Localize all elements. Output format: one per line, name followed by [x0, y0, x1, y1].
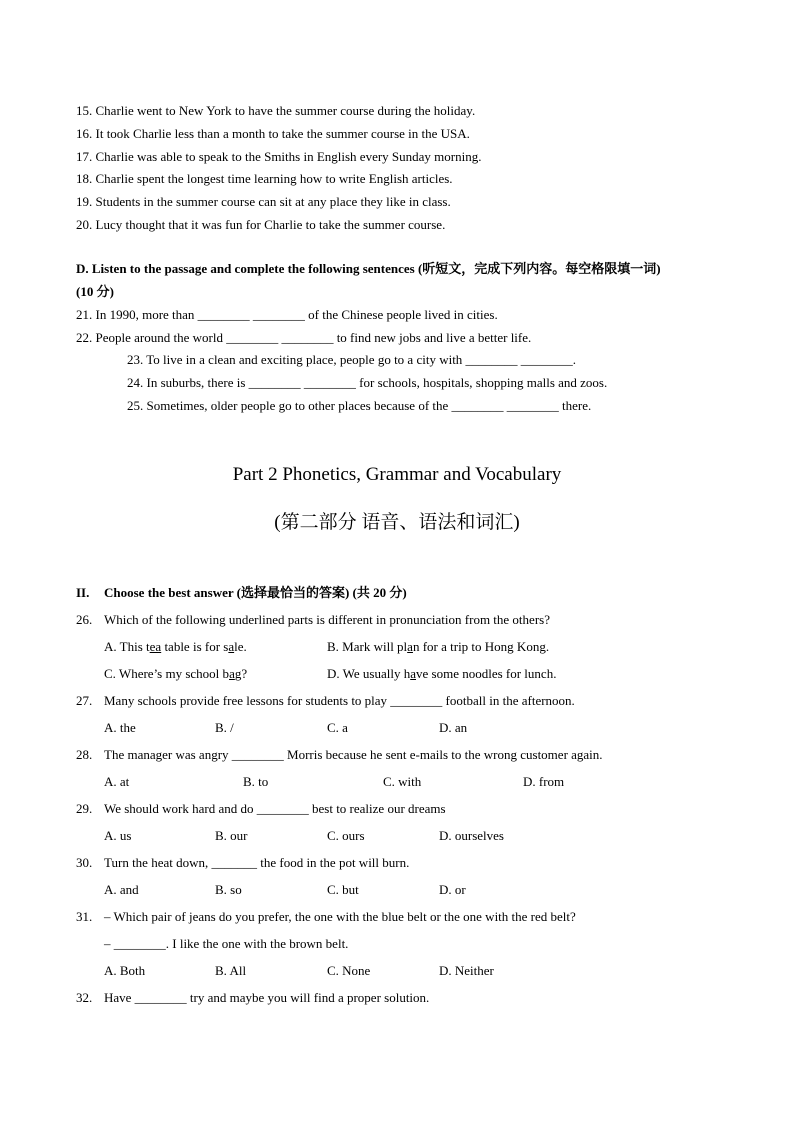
option-text: n for a trip to Hong Kong. — [412, 639, 550, 654]
option-c: C. None — [327, 963, 371, 978]
underlined-part: a — [229, 666, 235, 681]
option-text: table is for s — [161, 639, 229, 654]
option-a: A. us — [104, 828, 132, 843]
option-text: le. — [234, 639, 247, 654]
question-text: Many schools provide free lessons for students to play ________ football in the afternoon. — [104, 693, 575, 708]
underlined-part: a — [407, 639, 413, 654]
option-text: D. We usually h — [327, 666, 411, 681]
option-d — [327, 666, 556, 682]
option-b: B. to — [243, 774, 269, 789]
underlined-part: a — [228, 639, 235, 654]
option-d: D. from — [523, 774, 565, 789]
part2-subtitle: (第二部分 语音、语法和词汇) — [274, 512, 520, 533]
statement-19: 19. Students in the summer course can sit at any place they like in class. — [76, 194, 451, 209]
statement-15: 15. Charlie went to New York to have the summer course during the holiday. — [76, 103, 476, 118]
blank-item-25: 25. Sometimes, older people go to other places because of the ________ ________ there. — [127, 398, 592, 413]
option-c: C. but — [327, 882, 359, 897]
option-d: D. ourselves — [439, 828, 504, 843]
option-b: B. All — [215, 963, 247, 978]
question-number: 26. — [76, 612, 93, 627]
blank-item-21: 21. In 1990, more than ________ ________ of the Chinese people lived in cities. — [76, 307, 498, 322]
question-number: 30. — [76, 855, 93, 870]
question-response: – ________. I like the one with the brown belt. — [104, 936, 349, 951]
option-c: C. ours — [327, 828, 365, 843]
question-number: 31. — [76, 909, 93, 924]
option-c — [104, 666, 247, 682]
option-text: C. Where’s my school b — [104, 666, 230, 681]
statement-20: 20. Lucy thought that it was fun for Charlie to take the summer course. — [76, 217, 446, 232]
option-b: B. our — [215, 828, 248, 843]
option-text: ve some noodles for lunch. — [416, 666, 557, 681]
option-text: B. Mark will pl — [327, 639, 408, 654]
statement-17: 17. Charlie was able to speak to the Smiths in English every Sunday morning. — [76, 149, 482, 164]
option-b — [327, 639, 549, 655]
option-b: B. / — [215, 720, 234, 735]
underlined-part: a — [410, 666, 416, 681]
option-text: A. This t — [104, 639, 150, 654]
blank-item-24: 24. In suburbs, there is ________ ________ for schools, hospitals, shopping malls and zoos. — [127, 375, 608, 390]
section-ii-label: II. — [76, 585, 90, 600]
question-text: – Which pair of jeans do you prefer, the one with the blue belt or the one with the red belt? — [104, 909, 576, 924]
question-number: 28. — [76, 747, 93, 762]
part2-title: Part 2 Phonetics, Grammar and Vocabulary — [232, 464, 562, 485]
question-text: The manager was angry ________ Morris because he sent e-mails to the wrong customer again. — [104, 747, 603, 762]
section-d-heading: D. Listen to the passage and complete the following sentences (听短文，完成下列内容。每空格限填一词) — [76, 261, 661, 276]
option-c: C. with — [383, 774, 422, 789]
question-number: 27. — [76, 693, 93, 708]
option-b: B. so — [215, 882, 242, 897]
option-a: A. the — [104, 720, 136, 735]
question-number: 32. — [76, 990, 93, 1005]
question-text: We should work hard and do ________ best to realize our dreams — [104, 801, 446, 816]
underlined-part: ea — [149, 639, 162, 654]
question-number: 29. — [76, 801, 93, 816]
question-text: Have ________ try and maybe you will find a proper solution. — [104, 990, 430, 1005]
option-a: A. and — [104, 882, 139, 897]
section-ii-heading: Choose the best answer (选择最恰当的答案) (共 20 分) — [104, 585, 407, 600]
option-d: D. an — [439, 720, 468, 735]
option-a: A. at — [104, 774, 130, 789]
option-text: g? — [234, 666, 248, 681]
option-d: D. Neither — [439, 963, 494, 978]
blank-item-23: 23. To live in a clean and exciting place, people go to a city with ________ ________. — [127, 352, 577, 367]
option-a: A. Both — [104, 963, 146, 978]
question-text: Which of the following underlined parts is different in pronunciation from the others? — [104, 612, 550, 627]
section-d-points: (10 分) — [76, 284, 114, 299]
option-c: C. a — [327, 720, 348, 735]
blank-item-22: 22. People around the world ________ ________ to find new jobs and live a better life. — [76, 330, 532, 345]
statement-18: 18. Charlie spent the longest time learning how to write English articles. — [76, 171, 453, 186]
statement-16: 16. It took Charlie less than a month to take the summer course in the USA. — [76, 126, 470, 141]
question-text: Turn the heat down, _______ the food in the pot will burn. — [104, 855, 410, 870]
option-a — [104, 639, 247, 655]
option-d: D. or — [439, 882, 466, 897]
